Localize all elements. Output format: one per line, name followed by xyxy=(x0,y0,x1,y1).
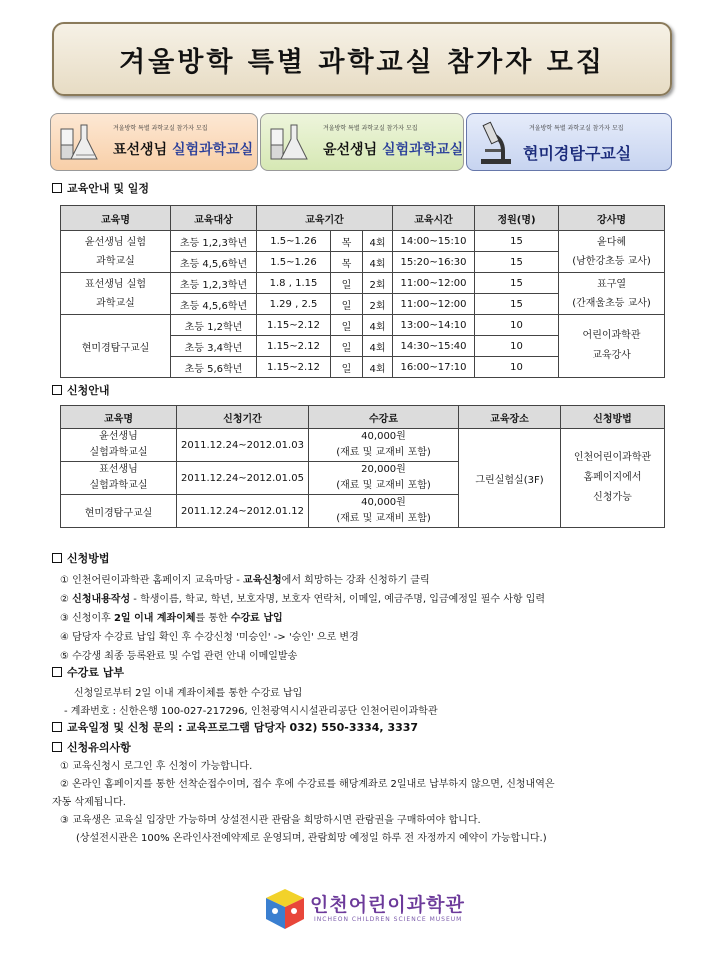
day-cell: 일 xyxy=(331,273,363,294)
howto-step-1: ① 인천어린이과학관 홈페이지 교육마당 - 교육신청에서 희망하는 강좌 신청하기 클릭 xyxy=(60,575,430,586)
banner-title: 현미경탐구교실 xyxy=(523,144,632,163)
capacity-cell: 15 xyxy=(475,252,559,273)
payment-line-1: 신청일로부터 2일 이내 계좌이체를 통한 수강료 납입 xyxy=(74,688,303,699)
teacher-cell: 윤다혜 (남한강초등 교사) xyxy=(559,231,665,273)
howto-step-4: ④ 담당자 수강료 납입 확인 후 수강신청 '미승인' -> '승인' 으로 변경 xyxy=(60,632,359,643)
note-2-cont: 자동 삭제됩니다. xyxy=(52,797,126,808)
target-cell: 초등 1,2,3학년 xyxy=(171,231,257,252)
target-cell: 초등 1,2,3학년 xyxy=(171,273,257,294)
museum-logo-subtitle: INCHEON CHILDREN SCIENCE MUSEUM xyxy=(314,916,463,923)
course-cell: 윤선생님 실험과학교실 xyxy=(61,231,171,273)
target-cell: 초등 3,4학년 xyxy=(171,336,257,357)
time-cell: 15:20~16:30 xyxy=(393,252,475,273)
microscope-icon xyxy=(473,119,521,167)
header-apply-period: 신청기간 xyxy=(177,406,309,429)
teacher-cell: 표구열 (간재울초등 교사) xyxy=(559,273,665,315)
period-cell: 1.29 , 2.5 xyxy=(257,294,331,315)
count-cell: 2회 xyxy=(363,273,393,294)
period-cell: 1.8 , 1.15 xyxy=(257,273,331,294)
course-name: 실험과학교실 xyxy=(171,142,254,158)
day-cell: 일 xyxy=(331,294,363,315)
banner-microscope[interactable] xyxy=(466,113,672,171)
section-payment-heading: 수강료 납부 xyxy=(52,664,124,680)
capacity-cell: 10 xyxy=(475,357,559,378)
section-apply-heading: 신청안내 xyxy=(52,382,110,398)
course-name: 실험과학교실 xyxy=(381,142,464,158)
apply-period-cell: 2011.12.24~2012.01.12 xyxy=(177,495,309,528)
checkbox-square-icon xyxy=(52,742,62,752)
header-period: 교육기간 xyxy=(257,206,393,231)
capacity-cell: 15 xyxy=(475,273,559,294)
course-cell: 표선생님 실험과학교실 xyxy=(61,273,171,315)
table-header-row xyxy=(61,406,665,429)
header-teacher: 강사명 xyxy=(559,206,665,231)
schedule-table xyxy=(60,205,665,378)
banner-caption: 겨울방학 특별 과학교실 참가자 모집 xyxy=(323,125,418,132)
teacher-cell: 어린이과학관 교육강사 xyxy=(559,315,665,378)
target-cell: 초등 5,6학년 xyxy=(171,357,257,378)
count-cell: 4회 xyxy=(363,315,393,336)
note-3-cont: (상설전시관은 100% 온라인사전예약제로 운영되며, 관람희망 예정일 하루 전 자정까지 예약이 가능합니다.) xyxy=(76,833,547,844)
table-row xyxy=(61,429,665,462)
checkbox-square-icon xyxy=(52,183,62,193)
day-cell: 일 xyxy=(331,315,363,336)
section-notes-heading: 신청유의사항 xyxy=(52,739,131,755)
header-place: 교육장소 xyxy=(459,406,561,429)
banner-yoon[interactable] xyxy=(260,113,464,171)
time-cell: 11:00~12:00 xyxy=(393,294,475,315)
period-cell: 1.5~1.26 xyxy=(257,252,331,273)
banner-pyo[interactable] xyxy=(50,113,258,171)
course-cell: 윤선생님 실험과학교실 xyxy=(61,429,177,462)
section-inquiry: 교육일정 및 신청 문의 : 교육프로그램 담당자 032) 550-3334, 3337 xyxy=(52,719,418,735)
time-cell: 14:00~15:10 xyxy=(393,231,475,252)
count-cell: 4회 xyxy=(363,336,393,357)
teacher-name: 표선생님 xyxy=(113,142,168,158)
method-cell: 인천어린이과학관 홈페이지에서 신청가능 xyxy=(561,429,665,528)
count-cell: 4회 xyxy=(363,357,393,378)
banner-caption: 겨울방학 특별 과학교실 참가자 모집 xyxy=(529,125,624,132)
capacity-cell: 10 xyxy=(475,315,559,336)
section-howto-heading: 신청방법 xyxy=(52,550,110,566)
header-fee: 수강료 xyxy=(309,406,459,429)
header-time: 교육시간 xyxy=(393,206,475,231)
period-cell: 1.5~1.26 xyxy=(257,231,331,252)
banner-caption: 겨울방학 특별 과학교실 참가자 모집 xyxy=(113,125,208,132)
capacity-cell: 15 xyxy=(475,231,559,252)
time-cell: 13:00~14:10 xyxy=(393,315,475,336)
checkbox-square-icon xyxy=(52,385,62,395)
count-cell: 4회 xyxy=(363,252,393,273)
place-cell: 그린실험실(3F) xyxy=(459,429,561,528)
apply-period-cell: 2011.12.24~2012.01.05 xyxy=(177,462,309,495)
header-capacity: 정원(명) xyxy=(475,206,559,231)
period-cell: 1.15~2.12 xyxy=(257,357,331,378)
time-cell: 16:00~17:10 xyxy=(393,357,475,378)
table-row xyxy=(61,315,665,336)
museum-cube-icon xyxy=(262,886,308,932)
header-course: 교육명 xyxy=(61,406,177,429)
table-row xyxy=(61,231,665,252)
checkbox-square-icon xyxy=(52,667,62,677)
howto-step-5: ⑤ 수강생 최종 등록완료 및 수업 관련 안내 이메일발송 xyxy=(60,651,298,662)
fee-cell: 40,000원 (재료 및 교재비 포함) xyxy=(309,495,459,528)
period-cell: 1.15~2.12 xyxy=(257,315,331,336)
museum-logo-name: 인천어린이과학관 xyxy=(310,894,465,916)
course-cell: 표선생님 실험과학교실 xyxy=(61,462,177,495)
target-cell: 초등 4,5,6학년 xyxy=(171,294,257,315)
lab-glassware-icon xyxy=(57,119,109,165)
target-cell: 초등 4,5,6학년 xyxy=(171,252,257,273)
teacher-name: 윤선생님 xyxy=(323,142,378,158)
day-cell: 목 xyxy=(331,252,363,273)
capacity-cell: 10 xyxy=(475,336,559,357)
course-cell: 현미경탐구교실 xyxy=(61,495,177,528)
section-schedule-heading: 교육안내 및 일정 xyxy=(52,180,149,196)
banner-title xyxy=(323,139,463,159)
howto-step-2: ② 신청내용작성 - 학생이름, 학교, 학년, 보호자명, 보호자 연락처, 이메일, 예금주명, 입금예정일 필수 사항 입력 xyxy=(60,594,546,605)
day-cell: 일 xyxy=(331,357,363,378)
fee-cell: 40,000원 (재료 및 교재비 포함) xyxy=(309,429,459,462)
header-course: 교육명 xyxy=(61,206,171,231)
capacity-cell: 15 xyxy=(475,294,559,315)
apply-period-cell: 2011.12.24~2012.01.03 xyxy=(177,429,309,462)
checkbox-square-icon xyxy=(52,553,62,563)
target-cell: 초등 1,2학년 xyxy=(171,315,257,336)
apply-table xyxy=(60,405,665,528)
course-cell: 현미경탐구교실 xyxy=(61,315,171,378)
time-cell: 14:30~15:40 xyxy=(393,336,475,357)
page-title: 겨울방학 특별 과학교실 참가자 모집 xyxy=(119,46,605,78)
howto-step-3: ③ 신청이후 2일 이내 계좌이체를 통한 수강료 납입 xyxy=(60,613,283,624)
day-cell: 목 xyxy=(331,231,363,252)
count-cell: 2회 xyxy=(363,294,393,315)
period-cell: 1.15~2.12 xyxy=(257,336,331,357)
banner-title xyxy=(113,139,253,159)
header-method: 신청방법 xyxy=(561,406,665,429)
table-header-row xyxy=(61,206,665,231)
count-cell: 4회 xyxy=(363,231,393,252)
museum-logo xyxy=(262,882,465,938)
title-box xyxy=(52,22,672,96)
note-2: ② 온라인 홈페이지를 통한 선착순접수이며, 접수 후에 수강료를 해당계좌로 2일내로 납부하지 않으면, 신청내역은 xyxy=(60,779,555,790)
fee-cell: 20,000원 (재료 및 교재비 포함) xyxy=(309,462,459,495)
note-3: ③ 교육생은 교육실 입장만 가능하며 상설전시관 관람을 희망하시면 관람권을 구매하여야 합니다. xyxy=(60,815,481,826)
course-banners xyxy=(50,113,670,171)
header-target: 교육대상 xyxy=(171,206,257,231)
note-1: ① 교육신청시 로그인 후 신청이 가능합니다. xyxy=(60,761,253,772)
day-cell: 일 xyxy=(331,336,363,357)
payment-account: - 계좌번호 : 신한은행 100-027-217296, 인천광역시시설관리공단 인천어린이과학관 xyxy=(64,706,438,717)
table-row xyxy=(61,273,665,294)
lab-glassware-icon xyxy=(267,119,319,165)
checkbox-square-icon xyxy=(52,722,62,732)
time-cell: 11:00~12:00 xyxy=(393,273,475,294)
